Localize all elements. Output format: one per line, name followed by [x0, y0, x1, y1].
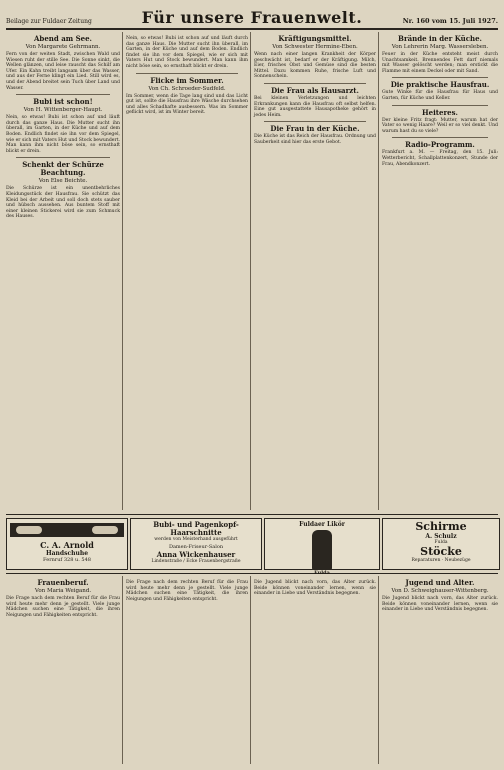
page-title: Für unsere Frauenwelt.: [141, 8, 363, 27]
article-title: Heiteres.: [422, 107, 458, 117]
bottle-icon: [312, 530, 332, 570]
ad-arnold-phone: Fernruf 328 u. 548: [43, 557, 91, 563]
article-text: Die Schürze ist ein unentbehrliches Kleidungsstück der Hausfrau. Sie schützt das Kleid bei der Arbeit und soll doch stets sauber und hübsch aussehen. Aus buntem Stoff mit einer kleinen Stickerei wird sie zum Schmuck des Hauses.: [6, 186, 120, 220]
article-text: Fern von der weiten Stadt, zwischen Wald und Wiesen ruht der stille See. Die Sonne sinkt, die Wellen glänzen, und leise rauscht das Schilf am Ufer. Ein Kahn treibt langsam über das Wasser, und aus der Ferne klingt ein Lied. Still wird es, und der Abend breitet sein Tuch über Land und Wasser.: [6, 52, 120, 91]
article-title: Frauenberuf.: [37, 578, 89, 587]
ad-schirme-product: Stöcke: [420, 545, 462, 558]
ad-schirme-title: Schirme: [415, 520, 467, 533]
article-text: Wenn nach einer langen Krankheit der Körper geschwächt ist, bedarf er der Kräftigung. Milch, Eier, frisches Obst und Gemüse sind die besten Mittel. Dazu kommen Ruhe, frische Luft und Sonnenschein.: [254, 52, 376, 80]
lower-column-4: [382, 576, 498, 764]
article-title: Die Frau als Hausarzt.: [271, 85, 359, 95]
ad-likoer-title: Fuldaer Likör: [299, 521, 345, 528]
ad-wickenhauser-address: Lindenstraße / Ecke Frauenbergstraße: [151, 559, 241, 564]
lower-column-2: [126, 576, 248, 764]
article-title: Jugend und Alter.: [405, 578, 475, 587]
ad-likoer: [264, 518, 380, 576]
column-1: [6, 32, 120, 510]
lower-column-3: [254, 576, 376, 764]
article-text: Feuer in der Küche entsteht meist durch Unachtsamkeit. Brennendes Fett darf niemals mit Wasser gelöscht werden; man erstickt die Flamme mit einem Deckel oder mit Sand.: [382, 52, 498, 74]
article-text: Gute Winke für die Hausfrau für Haus und Garten, für Küche und Keller.: [382, 90, 498, 101]
issue-number: Nr. 160 vom 15. Juli 1927.: [402, 17, 498, 25]
article-author: Von Margarete Gehrmann.: [25, 44, 101, 50]
column-3: [254, 32, 376, 510]
ad-schirme: [382, 518, 500, 570]
article-text: Nein, so etwas! Bubi ist schon auf und läuft durch das ganze Haus. Die Mutter sucht ihn überall, im Garten, in der Küche und auf dem Boden. Endlich findet sie ihn vor dem Spiegel, wie er sich mit Vaters Hut und Stock bewundert. Man kann ihm nicht böse sein, so ernsthaft blickt er drein.: [6, 115, 120, 154]
ad-wickenhauser-label: Damen-Friseur-Salon: [168, 544, 224, 550]
article-author: Von D. Schweighauser-Wittenberg.: [391, 588, 489, 594]
ad-schirme-tagline: Reparaturen · Neubezüge: [411, 558, 471, 563]
article-title: Kräftigungsmittel.: [278, 34, 352, 43]
article-text: Im Sommer, wenn die Tage lang sind und das Licht gut ist, sollte die Hausfrau ihre Wäsche durchsehen und alles Schadhafte ausbessern. Was im Sommer geflickt wird, ist im Winter bereit.: [126, 93, 248, 116]
article-text: Die Jugend blickt nach vorn, das Alter zurück. Beide können voneinander lernen, wenn sie einander in Liebe und Verständnis begegnen.: [254, 580, 376, 597]
ad-arnold: [6, 518, 128, 570]
article-text: Der kleine Fritz fragt: Mutter, warum hat der Vater so wenig Haare? Weil er so viel denkt. Und warum hast du so viele?: [382, 117, 498, 134]
article-text: Die Küche ist das Reich der Hausfrau. Ordnung und Sauberkeit sind hier das erste Gebot.: [254, 134, 376, 145]
ad-arnold-product: Handschuhe: [45, 550, 89, 557]
article-title: Flicke im Sommer.: [150, 75, 224, 85]
ad-likoer-brand: Fulda: [314, 570, 330, 576]
article-text: Die Jugend blickt nach vorn, das Alter zurück. Beide können voneinander lernen, wenn sie einander in Liebe und Verständnis begegnen.: [382, 596, 498, 613]
gloves-logo: [10, 523, 124, 537]
page-header: [6, 6, 498, 30]
article-text: Die Frage nach dem rechten Beruf für die Frau wird heute mehr denn je gestellt. Viele junge Mädchen suchen eine Tätigkeit, die ihren Neigungen und Fähigkeiten entspricht.: [6, 596, 120, 618]
article-author: Von Lehrerin Marg. Wassersleben.: [391, 44, 489, 50]
article-title: Radio-Programm.: [405, 140, 475, 150]
article-author: Von Ch. Schroeder-Sudfeld.: [148, 85, 226, 92]
ad-schirme-name: A. Schulz: [425, 533, 457, 540]
article-text: Die Frage nach dem rechten Beruf für die Frau wird heute mehr denn je gestellt. Viele junge Mädchen suchen eine Tätigkeit, die ihren Neigungen und Fähigkeiten entspricht.: [126, 580, 248, 602]
ad-wickenhauser: [130, 518, 262, 570]
article-text: Bei kleinen Verletzungen und leichten Erkrankungen kann die Hausfrau oft selbst helfen. Eine gut ausgestattete Hausapotheke gehört in jedes Heim.: [254, 95, 376, 118]
article-author: Von Else Beichte.: [38, 178, 88, 185]
article-title: Abend am See.: [34, 34, 92, 43]
article-text: Frankfurt a. M. — Freitag, den 15. Juli: Wetterbericht, Schallplattenkonzert, Stunde der Frau, Abendkonzert.: [382, 150, 498, 167]
column-2: [126, 32, 248, 510]
advertisement-strip: [6, 514, 498, 574]
ad-schirme-city: Fulda: [434, 540, 448, 545]
article-author: Von H. Wittenberger-Haupt.: [23, 107, 103, 114]
ad-arnold-name: C. A. Arnold: [40, 540, 94, 550]
article-title: Schenkt der Schürze Beachtung.: [22, 160, 104, 178]
article-title: Die praktische Hausfrau.: [390, 80, 490, 90]
article-author: Von Schwester Hermine-Eben.: [272, 44, 358, 50]
ad-wickenhauser-note: werden von Meisterhand ausgeführt: [154, 537, 238, 542]
lower-column-1: [6, 576, 120, 764]
article-author: Von Maria Weigand.: [34, 588, 92, 594]
article-title: Bubi ist schon!: [33, 97, 93, 107]
article-title: Brände in der Küche.: [398, 34, 482, 43]
supplement-label: Beilage zur Fuldaer Zeitung: [6, 18, 92, 25]
article-title: Die Frau in der Küche.: [270, 124, 360, 134]
ad-wickenhauser-name: Anna Wickenhauser: [156, 550, 236, 559]
ad-wickenhauser-title: Bubi- und Pagenkopf-Haarschnitte: [153, 520, 239, 537]
column-4: [382, 32, 498, 510]
article-text: Nein, so etwas! Bubi ist schon auf und läuft durch das ganze Haus. Die Mutter sucht ihn überall, im Garten, in der Küche und auf dem Boden. Endlich findet sie ihn vor dem Spiegel, wie er sich mit Vaters Hut und Stock bewundert. Man kann ihm nicht böse sein, so ernsthaft blickt er drein.: [126, 36, 248, 69]
